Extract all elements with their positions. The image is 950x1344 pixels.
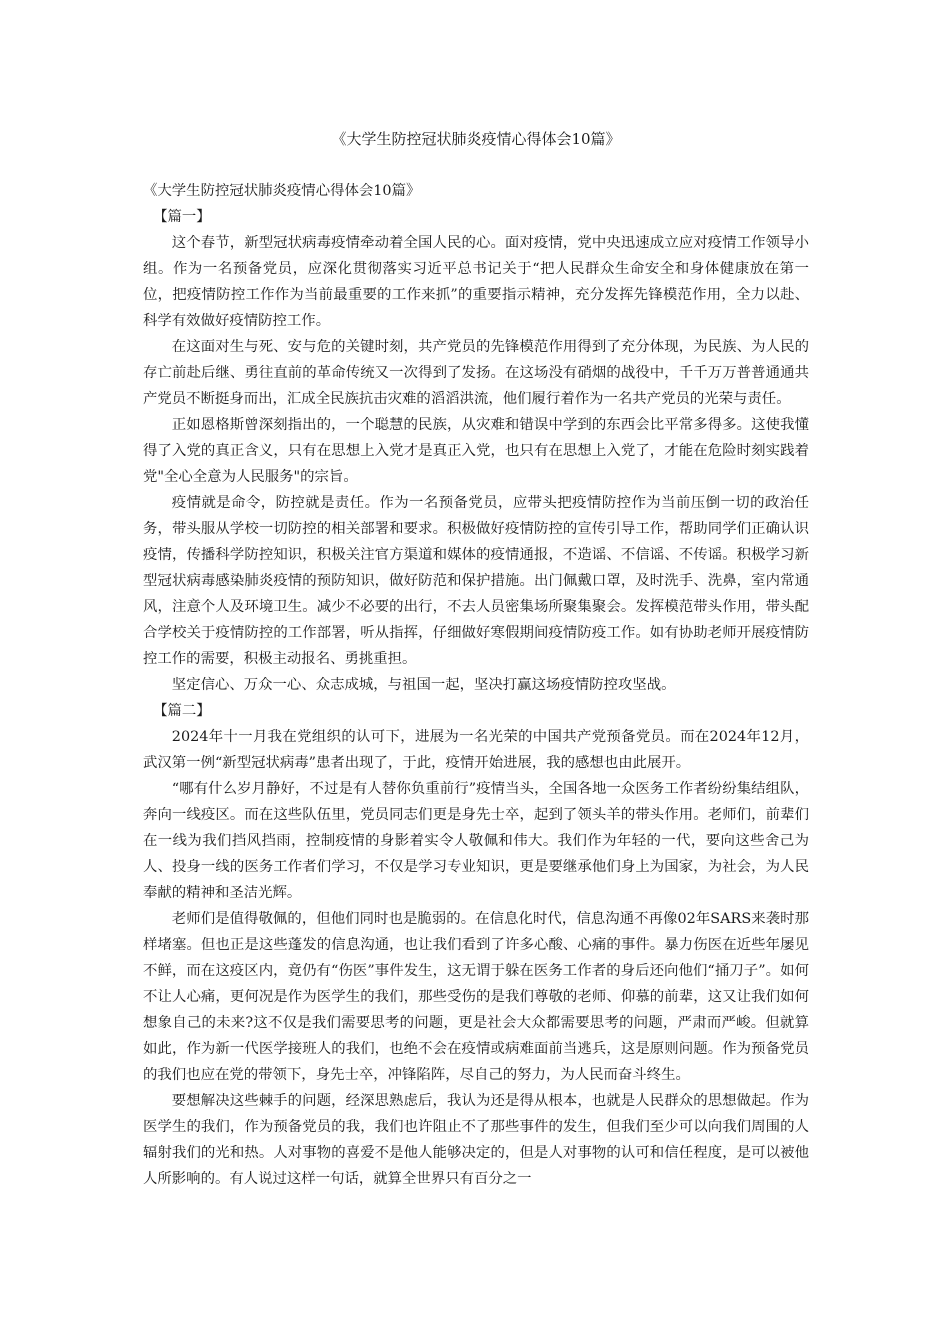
- paragraph: 老师们是值得敬佩的，但他们同时也是脆弱的。在信息化时代，信息沟通不再像02年SARS来袭时那样堵塞。但也正是这些蓬发的信息沟通，也让我们看到了许多心酸、心痛的事件。暴力伤医在近些年屡见不鲜，而在这疫区内，竟仍有“伤医”事件发生，这无谓于躲在医务工作者的身后还向他们“捅刀子”。如何不让人心痛，更何况是作为医学生的我们，那些受伤的是我们尊敬的老师、仰慕的前辈，这又让我们如何想象自己的未来?这不仅是我们需要思考的问题，更是社会大众都需要思考的问题，严肃而严峻。但就算如此，作为新一代医学接班人的我们，也绝不会在疫情或病难面前当逃兵，这是原则问题。作为预备党员的我们也应在党的带领下，身先士卒，冲锋陷阵，尽自己的努力，为人民而奋斗终生。: [143, 911, 809, 1083]
- paragraph: 正如恩格斯曾深刻指出的，一个聪慧的民族，从灾难和错误中学到的东西会比平常多得多。这使我懂得了入党的真正含义，只有在思想上入党才是真正入党，也只有在思想上入党了，才能在危险时刻实践着党"全心全意为人民服务"的宗旨。: [143, 417, 809, 485]
- section-heading: 【篇一】: [153, 209, 211, 225]
- paragraph: 在这面对生与死、安与危的关键时刻，共产党员的先锋模范作用得到了充分体现，为民族、为人民的存亡前赴后继、勇往直前的革命传统又一次得到了发扬。在这场没有硝烟的战役中，千千万万普普通通共产党员不断挺身而出，汇成全民族抗击灾难的滔滔洪流，他们履行着作为一名共产党员的光荣与责任。: [143, 339, 809, 407]
- document-body: [143, 178, 809, 1192]
- section-heading: 【篇二】: [153, 703, 211, 719]
- paragraph: 坚定信心、万众一心、众志成城，与祖国一起，坚决打赢这场疫情防控攻坚战。: [171, 677, 676, 693]
- document-subtitle: 《大学生防控冠状肺炎疫情心得体会10篇》: [143, 183, 421, 199]
- paragraph: “哪有什么岁月静好，不过是有人替你负重前行”疫情当头，全国各地一众医务工作者纷纷集结组队，奔向一线疫区。而在这些队伍里，党员同志们更是身先士卒，起到了领头羊的带头作用。老师们，前辈们在一线为我们挡风挡雨，控制疫情的身影着实令人敬佩和伟大。我们作为年轻的一代，要向这些舍己为人、投身一线的医务工作者们学习，不仅是学习专业知识，更是要继承他们身上为国家，为社会，为人民奉献的精神和圣洁光辉。: [143, 781, 809, 901]
- section-1: [143, 204, 809, 698]
- paragraph: 要想解决这些棘手的问题，经深思熟虑后，我认为还是得从根本，也就是人民群众的思想做起。作为医学生的我们，作为预备党员的我，我们也许阻止不了那些事件的发生，但我们至少可以向我们周围的人辐射我们的光和热。人对事物的喜爱不是他人能够决定的，但是人对事物的认可和信任程度，是可以被他人所影响的。有人说过这样一句话，就算全世界只有百分之一: [143, 1093, 809, 1187]
- paragraph: 疫情就是命令，防控就是责任。作为一名预备党员，应带头把疫情防控作为当前压倒一切的政治任务，带头服从学校一切防控的相关部署和要求。积极做好疫情防控的宣传引导工作，帮助同学们正确认识疫情，传播科学防控知识，积极关注官方渠道和媒体的疫情通报，不造谣、不信谣、不传谣。积极学习新型冠状病毒感染肺炎疫情的预防知识，做好防范和保护措施。出门佩戴口罩，及时洗手、洗鼻，室内常通风，注意个人及环境卫生。减少不必要的出行，不去人员密集场所聚集聚会。发挥模范带头作用，带头配合学校关于疫情防控的工作部署，听从指挥，仔细做好寒假期间疫情防疫工作。如有协助老师开展疫情防控工作的需要，积极主动报名、勇挑重担。: [143, 495, 809, 667]
- paragraph: 这个春节，新型冠状病毒疫情牵动着全国人民的心。面对疫情，党中央迅速成立应对疫情工作领导小组。作为一名预备党员，应深化贯彻落实习近平总书记关于“把人民群众生命安全和身体健康放在第一位，把疫情防控工作作为当前最重要的工作来抓”的重要指示精神，充分发挥先锋模范作用，全力以赴、科学有效做好疫情防控工作。: [143, 235, 809, 329]
- section-2: [143, 698, 809, 1192]
- document-title: 《大学生防控冠状肺炎疫情心得体会10篇》: [331, 130, 621, 148]
- paragraph: 2024年十一月我在党组织的认可下，进展为一名光荣的中国共产党预备党员。而在2024年12月，武汉第一例“新型冠状病毒”患者出现了，于此，疫情开始进展，我的感想也由此展开。: [143, 729, 809, 771]
